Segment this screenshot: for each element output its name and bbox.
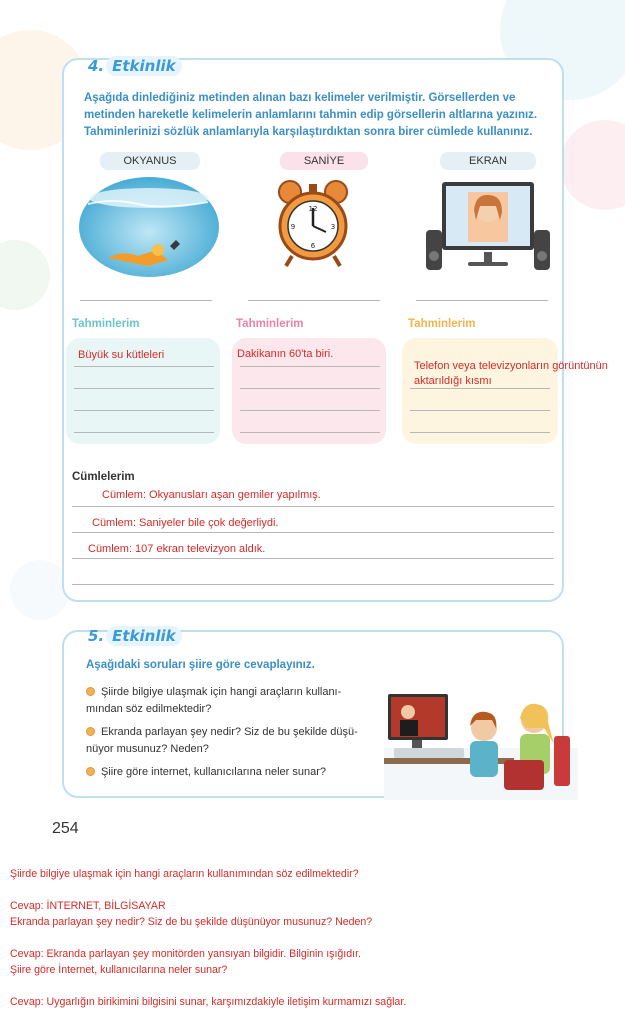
guess-line — [74, 366, 214, 367]
bullet-icon — [86, 767, 95, 776]
activity-4-badge — [88, 56, 182, 76]
guess-text-ekran: Telefon veya televizyonların görüntünün aktarıldığı kısmı — [414, 360, 608, 387]
ocean-illustration — [78, 176, 220, 278]
activity-word: Etkinlik — [106, 56, 181, 76]
sentence-line — [72, 506, 554, 507]
guess-line — [240, 366, 380, 367]
bullet-icon — [86, 727, 95, 736]
guess-line — [240, 432, 380, 433]
answer-line — [80, 300, 212, 301]
sentence-line — [72, 532, 554, 533]
children-computer-illustration — [384, 688, 578, 800]
guess-line — [74, 432, 214, 433]
sentence-line — [72, 558, 554, 559]
activity-number: 5. — [88, 627, 105, 645]
sentence-1: Cümlem: Okyanusları aşan gemiler yapılmış. — [102, 489, 321, 501]
monitor-illustration — [424, 180, 552, 272]
svg-text:12: 12 — [308, 205, 318, 213]
activity-number: 4. — [88, 57, 105, 75]
answer-line — [416, 300, 548, 301]
word-label-okyanus: OKYANUS — [100, 152, 200, 170]
bullet-icon — [86, 687, 95, 696]
answer-line — [10, 978, 620, 994]
question-text: mından söz edilmektedir? — [86, 703, 212, 715]
answer-line — [10, 882, 620, 898]
question-1 — [86, 684, 386, 718]
answer-line — [10, 930, 620, 946]
guess-line — [74, 410, 214, 411]
question-3 — [86, 764, 386, 781]
answer-line: Cevap: Uygarlığın birikimini bilgisini sunar, karşımızdakiyle iletişim kurmamızı sağlar. — [10, 996, 407, 1008]
bg-circle — [0, 240, 50, 310]
word-label-ekran: EKRAN — [440, 152, 536, 170]
svg-text:3: 3 — [330, 223, 336, 231]
sentence-line — [72, 584, 554, 585]
guess-text-okyanus: Büyük su kütleleri — [78, 349, 165, 361]
question-2 — [86, 724, 386, 758]
answer-line: Şiire göre İnternet, kullanıcılarına neler sunar? — [10, 964, 228, 976]
bg-circle — [10, 560, 70, 620]
sentence-2: Cümlem: Saniyeler bile çok değerliydi. — [92, 517, 279, 529]
answers-block — [10, 866, 620, 1010]
question-text: Şiire göre internet, kullanıcılarına neler sunar? — [101, 766, 327, 778]
answer-line: Cevap: Ekranda parlayan şey monitörden yansıyan bilgidir. Bilginin ışığıdır. — [10, 948, 361, 960]
guess-box-ekran — [402, 338, 558, 444]
sentence-3: Cümlem: 107 ekran televizyon aldık. — [88, 543, 266, 555]
guess-line — [240, 410, 380, 411]
page-number: 254 — [52, 820, 79, 837]
guess-line — [410, 432, 550, 433]
instruction-line: Tahminlerinizi sözlük anlamlarıyla karşılaştırdıktan sonra birer cümlede kullanınız. — [84, 126, 533, 138]
question-text: nüyor musunuz? Neden? — [86, 743, 209, 755]
answer-line: Cevap: İNTERNET, BİLGİSAYAR — [10, 900, 166, 912]
activity-5-instruction: Aşağıdaki soruları şiire göre cevaplayınız. — [86, 659, 315, 671]
guess-title-ekran: Tahminlerim — [408, 318, 476, 330]
svg-text:9: 9 — [290, 223, 296, 231]
activity-5-badge — [88, 626, 182, 646]
guess-line — [74, 388, 214, 389]
bg-circle — [560, 120, 625, 210]
answer-line: Şiirde bilgiye ulaşmak için hangi araçların kullanımından söz edilmektedir? — [10, 868, 359, 880]
instruction-line: metinden hareketle kelimelerin anlamlarını tahmin edip görsellerin altlarına yazınız. — [84, 109, 538, 121]
question-text: Ekranda parlayan şey nedir? Siz de bu şekilde düşü- — [101, 726, 358, 738]
answer-line: Ekranda parlayan şey nedir? Siz de bu şekilde düşünüyor musunuz? Neden? — [10, 916, 373, 928]
word-label-saniye: SANİYE — [280, 152, 368, 170]
activity-word: Etkinlik — [106, 626, 181, 646]
instruction-line: Aşağıda dinlediğiniz metinden alınan bazı kelimeler verilmiştir. Görsellerden ve — [84, 92, 516, 104]
answer-line — [248, 300, 380, 301]
guess-text-saniye: Dakikanın 60'ta biri. — [237, 348, 334, 360]
sentences-title: Cümlelerim — [72, 471, 135, 483]
guess-title-saniye: Tahminlerim — [236, 318, 304, 330]
alarm-clock-illustration — [276, 180, 350, 268]
svg-text:6: 6 — [310, 242, 316, 250]
question-text: Şiirde bilgiye ulaşmak için hangi araçların kullanı- — [101, 686, 342, 698]
guess-title-okyanus: Tahminlerim — [72, 318, 140, 330]
activity-4-instruction — [84, 90, 564, 141]
guess-line — [410, 410, 550, 411]
guess-line — [240, 388, 380, 389]
